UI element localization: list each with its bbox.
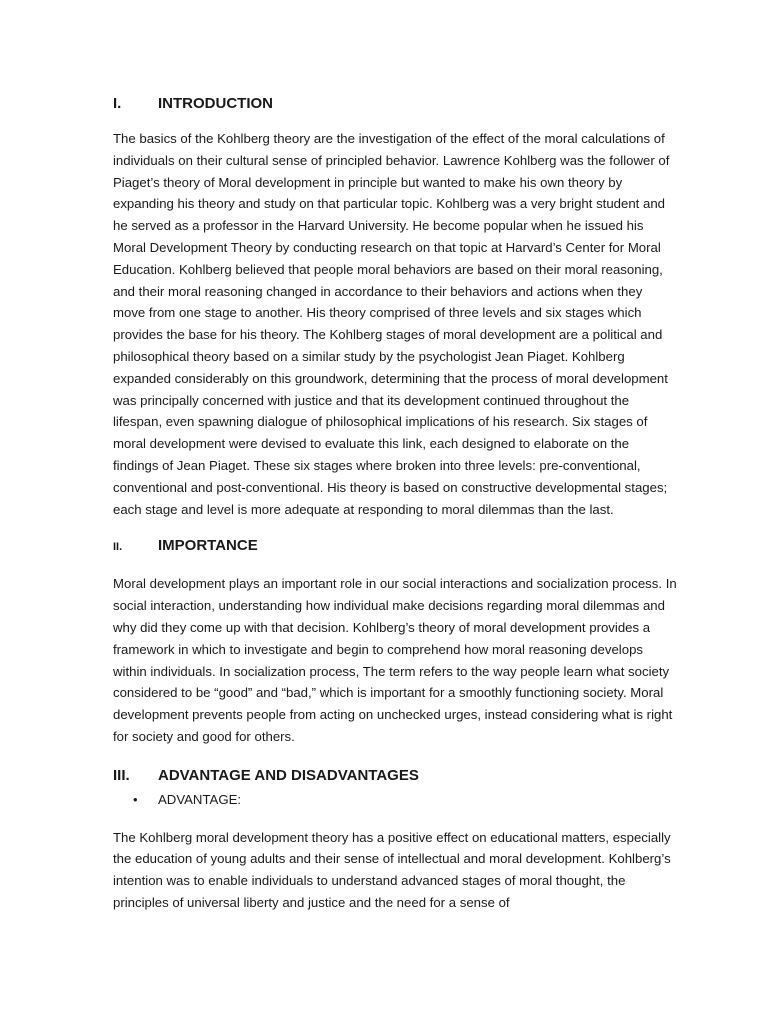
advantage-paragraph: The Kohlberg moral development theory has a positive effect on educational matters, especially the education of young adults and their sense of intellectual and moral development. Kohlberg’s intention was to enable individuals to understand advanced stages of moral thought, the principles of universal liberty and justice and the need for a sense of [113, 829, 671, 910]
section-number: II. [113, 541, 123, 554]
bullet-label: ADVANTAGE: [158, 791, 242, 807]
section-heading-advantages [113, 765, 678, 787]
section-number: I. [113, 95, 122, 112]
importance-paragraph: Moral development plays an important role in our social interactions and socialization process. In social interaction, understanding how individual make decisions regarding moral dilemmas and why did they come up with that decision. Kohlberg’s theory of moral development provides a framework in which to investigate and begin to comprehend how moral reasoning develops within individuals. In socialization process, The term refers to the way people learn what society considered to be “good” and “bad,” which is important for a smoothly functioning society. Moral development prevents people from acting on unchecked urges, instead considering what is right for society and good for others. [113, 576, 677, 744]
introduction-paragraph: The basics of the Kohlberg theory are the investigation of the effect of the moral calculations of individuals on their cultural sense of principled behavior. Lawrence Kohlberg was the follower of Piaget’s theory of Moral development in principle but wanted to make his own theory by expanding his theory and study on that particular topic. Kohlberg was a very bright student and he served as a professor in the Harvard University. He become popular when he issued his Moral Development Theory by conducting research on that topic at Harvard’s Center for Moral Education. Kohlberg believed that people moral behaviors are based on their moral reasoning, and their moral reasoning changed in accordance to their behaviors and actions when they move from one stage to another. His theory comprised of three levels and six stages which provides the base for his theory. The Kohlberg stages of moral development are a political and philosophical theory based on a similar study by the psychologist Jean Piaget. Kohlberg expanded considerably on this groundwork, determining that the process of moral development was principally concerned with justice and that its development continued throughout the lifespan, even spawning dialogue of philosophical implications of his research. Six stages of moral development were devised to evaluate this link, each designed to elaborate on the findings of Jean Piaget. These six stages where broken into three levels: pre-conventional, conventional and post-conventional. His theory is based on constructive developmental stages; each stage and level is more adequate at responding to moral dilemmas than the last. [113, 131, 670, 517]
bullet-icon: • [133, 791, 138, 807]
bullet-item-advantage [133, 789, 678, 811]
section-heading-importance [113, 535, 678, 558]
section-heading-introduction [113, 93, 678, 115]
section-title: ADVANTAGE AND DISADVANTAGES [158, 766, 419, 784]
section-number: III. [113, 766, 130, 784]
section-title: INTRODUCTION [158, 95, 273, 112]
section-title: IMPORTANCE [158, 537, 258, 555]
